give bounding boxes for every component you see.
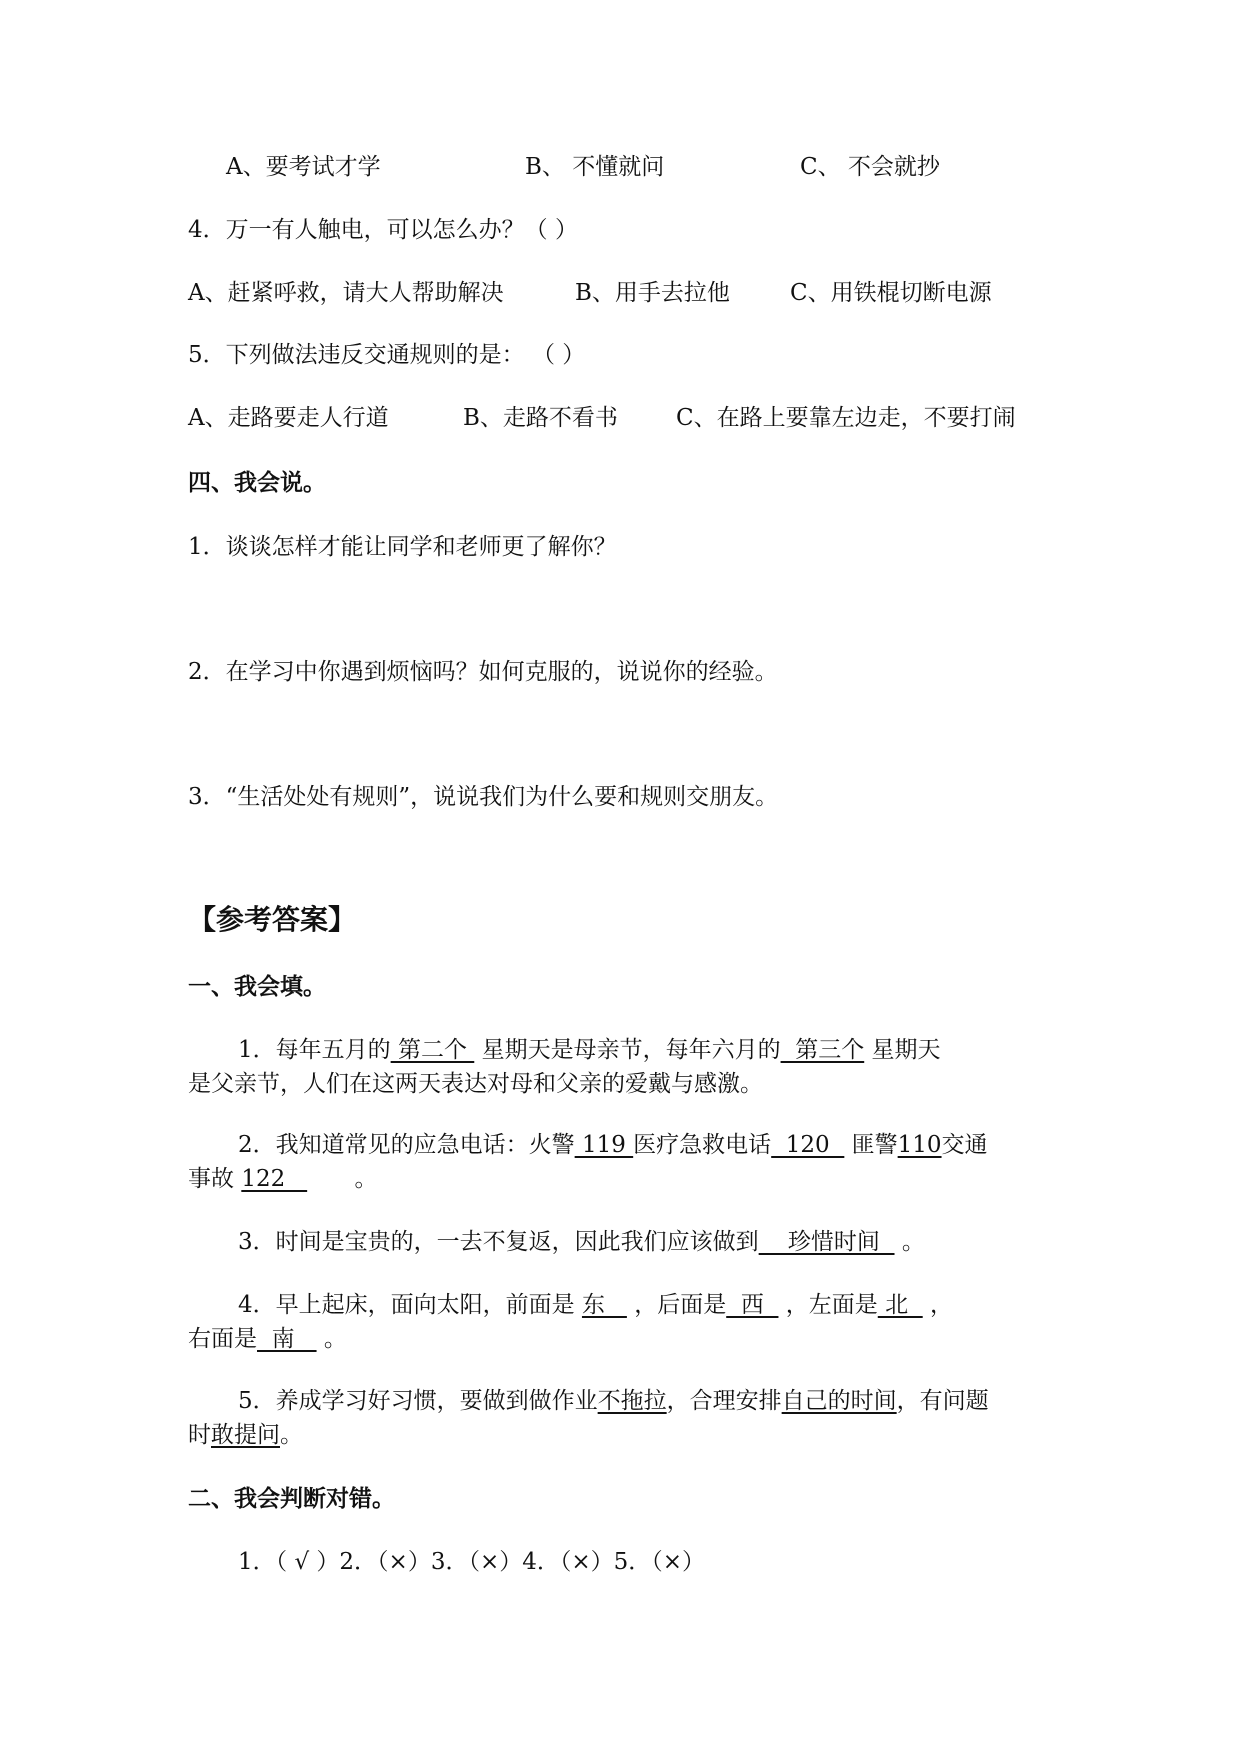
q4-option-b: B、用手去拉他 bbox=[575, 280, 730, 306]
section4-title: 四、我会说。 bbox=[188, 470, 326, 496]
answer-4-text-2: ，后面是 bbox=[634, 1292, 727, 1318]
answer-1-blank-1: 第二个 bbox=[390, 1037, 475, 1063]
q5-option-b: B、走路不看书 bbox=[463, 405, 618, 431]
q5-option-c: C、在路上要靠左边走，不要打闹 bbox=[676, 405, 1016, 431]
section4-item-2: 2．在学习中你遇到烦恼吗？如何克服的，说说你的经验。 bbox=[188, 659, 778, 685]
answer-5 bbox=[188, 1384, 1058, 1452]
answer-1-line-2: 是父亲节，人们在这两天表达对母和父亲的爱戴与感激。 bbox=[188, 1071, 763, 1097]
answer-4-blank-3: 北 bbox=[877, 1292, 923, 1318]
answer-1 bbox=[188, 1033, 1058, 1101]
answer-5-text-4: 时 bbox=[188, 1422, 211, 1448]
section4-item-1: 1．谈谈怎样才能让同学和老师更了解你？ bbox=[188, 534, 617, 560]
answer-5-text-3: ，有问题 bbox=[896, 1388, 989, 1414]
answer-4-blank-1: 东 bbox=[581, 1292, 627, 1318]
answer-3-text-2: 。 bbox=[901, 1229, 925, 1255]
answer-1-text-1: 1．每年五月的 bbox=[238, 1037, 391, 1063]
answer-4-text-1: 4．早上起床，面向太阳，前面是 bbox=[238, 1292, 575, 1318]
answer-2-blank-1: 119 bbox=[574, 1132, 634, 1158]
answer-1-text-2: 星期天是母亲节，每年六月的 bbox=[481, 1037, 781, 1063]
q4-option-a: A、赶紧呼救，请大人帮助解决 bbox=[188, 280, 504, 306]
answer-2-blank-2: 120 bbox=[771, 1132, 845, 1158]
judge-answers: 1．（ √ ）2．（×）3．（×）4．（×）5．（×） bbox=[238, 1549, 706, 1575]
answer-1-text-3: 星期天 bbox=[871, 1037, 941, 1063]
answer-2-blank-4: 122 bbox=[241, 1166, 308, 1192]
answer-5-text-2: ，合理安排 bbox=[666, 1388, 782, 1414]
q4-question: 4．万一有人触电，可以怎么办？（ ） bbox=[188, 217, 578, 243]
section4-item-3: 3．“生活处处有规则”，说说我们为什么要和规则交朋友。 bbox=[188, 784, 779, 810]
q5-question: 5．下列做法违反交通规则的是： （ ） bbox=[188, 342, 586, 368]
q5-option-a: A、走路要走人行道 bbox=[188, 405, 389, 431]
q3-option-c: C、 不会就抄 bbox=[800, 154, 940, 180]
answer-2-text-2: 医疗急救电话 bbox=[633, 1132, 772, 1158]
answer-3 bbox=[188, 1225, 1058, 1259]
q3-option-a: A、要考试才学 bbox=[226, 154, 381, 180]
answers-section2-title: 二、我会判断对错。 bbox=[188, 1486, 395, 1512]
answer-4-text-4: ， bbox=[930, 1292, 954, 1318]
answer-4 bbox=[188, 1288, 1058, 1356]
q3-option-b: B、 不懂就问 bbox=[525, 154, 665, 180]
answer-2-text-1: 2．我知道常见的应急电话：火警 bbox=[238, 1132, 575, 1158]
answer-4-text-5: 右面是 bbox=[188, 1326, 257, 1352]
answer-4-text-3: ，左面是 bbox=[785, 1292, 878, 1318]
answer-4-text-6: 。 bbox=[323, 1326, 347, 1352]
answers-title: 【参考答案】 bbox=[188, 903, 357, 936]
answer-3-text-1: 3．时间是宝贵的，一去不复返，因此我们应该做到 bbox=[238, 1229, 759, 1255]
answer-2-text-4: 交通 bbox=[941, 1132, 988, 1158]
answer-4-blank-4: 南 bbox=[257, 1326, 317, 1352]
answer-1-blank-2: 第三个 bbox=[780, 1037, 865, 1063]
answer-2 bbox=[188, 1128, 1058, 1196]
answer-2-text-3: 匪警 bbox=[851, 1132, 898, 1158]
answer-5-blank-2: 自己的时间 bbox=[781, 1388, 897, 1414]
answer-2-text-5: 事故 bbox=[188, 1166, 234, 1192]
q4-option-c: C、用铁棍切断电源 bbox=[790, 280, 992, 306]
answer-2-blank-3: 110 bbox=[897, 1132, 942, 1158]
answer-5-text-5: 。 bbox=[280, 1422, 303, 1448]
answer-5-blank-1: 不拖拉 bbox=[597, 1388, 667, 1414]
answer-5-blank-3: 敢提问 bbox=[211, 1422, 280, 1448]
answers-section1-title: 一、我会填。 bbox=[188, 974, 326, 1000]
answer-2-text-6: 。 bbox=[354, 1166, 378, 1192]
answer-3-blank-1: 珍惜时间 bbox=[758, 1229, 895, 1255]
answer-5-text-1: 5．养成学习好习惯，要做到做作业 bbox=[238, 1388, 598, 1414]
answer-4-blank-2: 西 bbox=[726, 1292, 779, 1318]
